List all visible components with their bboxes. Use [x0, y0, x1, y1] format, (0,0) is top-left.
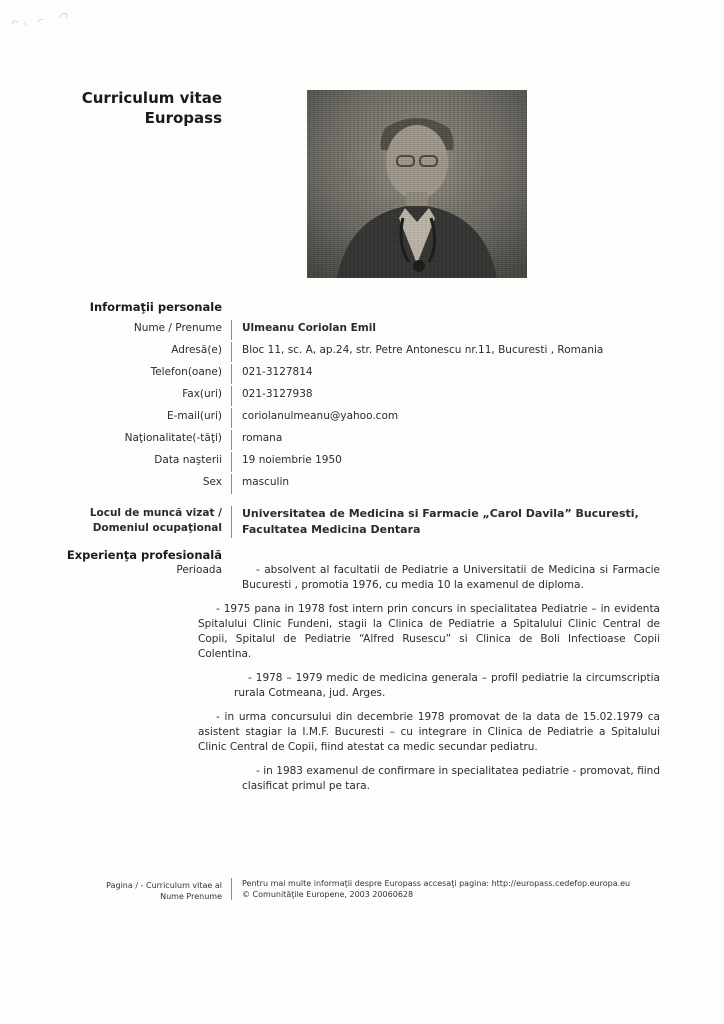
- field-value-email: coriolanulmeanu@yahoo.com: [231, 408, 660, 428]
- footer-right: [231, 878, 660, 900]
- job-label-line2: Domeniul ocupaţional: [92, 522, 222, 534]
- experience-header-row: [0, 548, 660, 563]
- job-label: [0, 506, 231, 536]
- field-row-fax: [0, 386, 660, 408]
- photo-cell: [231, 88, 660, 278]
- spacer: [0, 538, 660, 548]
- spacer: [0, 496, 660, 506]
- portrait-photo: [307, 90, 527, 278]
- job-label-line1: Locul de muncă vizat /: [89, 507, 222, 519]
- footer-copyright: © Comunităţile Europene, 2003 20060628: [242, 890, 414, 899]
- field-label: E-mail(uri): [166, 410, 222, 422]
- experience-row: [0, 563, 660, 803]
- field-value-sex: masculin: [231, 474, 660, 494]
- field-value-name: Ulmeanu Coriolan Emil: [231, 320, 660, 340]
- personal-info-header-row: [0, 300, 660, 315]
- field-row-nationality: [0, 430, 660, 452]
- field-value-phone: 021-3127814: [231, 364, 660, 384]
- field-row-phone: [0, 364, 660, 386]
- field-row-name: [0, 320, 660, 342]
- spacer: [0, 284, 660, 300]
- header-row: [0, 88, 660, 284]
- footer-left-line2: Nume Prenume: [160, 892, 222, 901]
- field-row-birthdate: [0, 452, 660, 474]
- footer-left: [0, 878, 231, 902]
- footer-left-line1: Pagina / - Curriculum vitae al: [106, 881, 222, 890]
- experience-section-title: Experienţa profesională: [66, 548, 222, 562]
- field-label: Telefon(oane): [150, 366, 222, 378]
- field-label: Nume / Prenume: [133, 322, 222, 334]
- field-label: Fax(uri): [182, 388, 222, 400]
- job-value: Universitatea de Medicina si Farmacie „Carol Davila” Bucuresti, Facultatea Medicina Dentara: [231, 506, 660, 538]
- period-label: Perioada: [176, 564, 222, 576]
- page-footer: [0, 878, 660, 902]
- field-value-nationality: romana: [231, 430, 660, 450]
- job-row: [0, 506, 660, 538]
- field-value-birthdate: 19 noiembrie 1950: [231, 452, 660, 472]
- field-value-address: Bloc 11, sc. A, ap.24, str. Petre Antonescu nr.11, Bucuresti , Romania: [231, 342, 660, 362]
- personal-info-section-title: Informaţii personale: [89, 300, 222, 314]
- field-label: Data naşterii: [154, 454, 222, 466]
- field-value-fax: 021-3127938: [231, 386, 660, 406]
- field-row-email: [0, 408, 660, 430]
- cv-body: [0, 88, 660, 803]
- handwritten-mark: [8, 10, 88, 36]
- field-label: Sex: [202, 476, 222, 488]
- experience-paragraph: - 1975 pana in 1978 fost intern prin concurs in specialitatea Pediatrie – in evidenta Spitalului Clinic Fundeni, stagii la Clinica de Pediatrie a Spitalului Clinic Central de Copii, Spitalul de Pediatrie “Alfred Rusescu” si Clinica de Boli Infectioase Copii Colentina.: [198, 603, 660, 660]
- field-label: Naţionalitate(-tăţi): [124, 432, 222, 444]
- field-row-address: [0, 342, 660, 364]
- footer-europass-link[interactable]: Pentru mai multe informaţii despre Europass accesaţi pagina: http://europass.cedefop.europa.eu: [242, 879, 631, 888]
- experience-paragraph: - in 1983 examenul de confirmare in specialitatea pediatrie - promovat, fiind clasificat primul pe tara.: [242, 765, 660, 792]
- field-row-sex: [0, 474, 660, 496]
- experience-paragraph: - absolvent al facultatii de Pediatrie a Universitatii de Medicina si Farmacie Bucuresti , promotia 1976, cu media 10 la examenul de diploma.: [242, 564, 660, 591]
- cv-title-line2: Europass: [144, 109, 222, 127]
- experience-paragraph: - in urma concursului din decembrie 1978 promovat de la data de 15.02.1979 ca asistent stagiar la I.M.F. Bucuresti – cu integrare in Clinica de Pediatrie a Spitalului Clinic Central de Copii, fiind atestat ca medic secundar pediatru.: [198, 711, 660, 753]
- field-label: Adresă(e): [171, 344, 222, 356]
- cv-title-line1: Curriculum vitae: [81, 89, 222, 107]
- cv-title: [0, 88, 231, 128]
- experience-paragraph: - 1978 – 1979 medic de medicina generala – profil pediatrie la circumscriptia rurala Cotmeana, jud. Arges.: [234, 672, 660, 699]
